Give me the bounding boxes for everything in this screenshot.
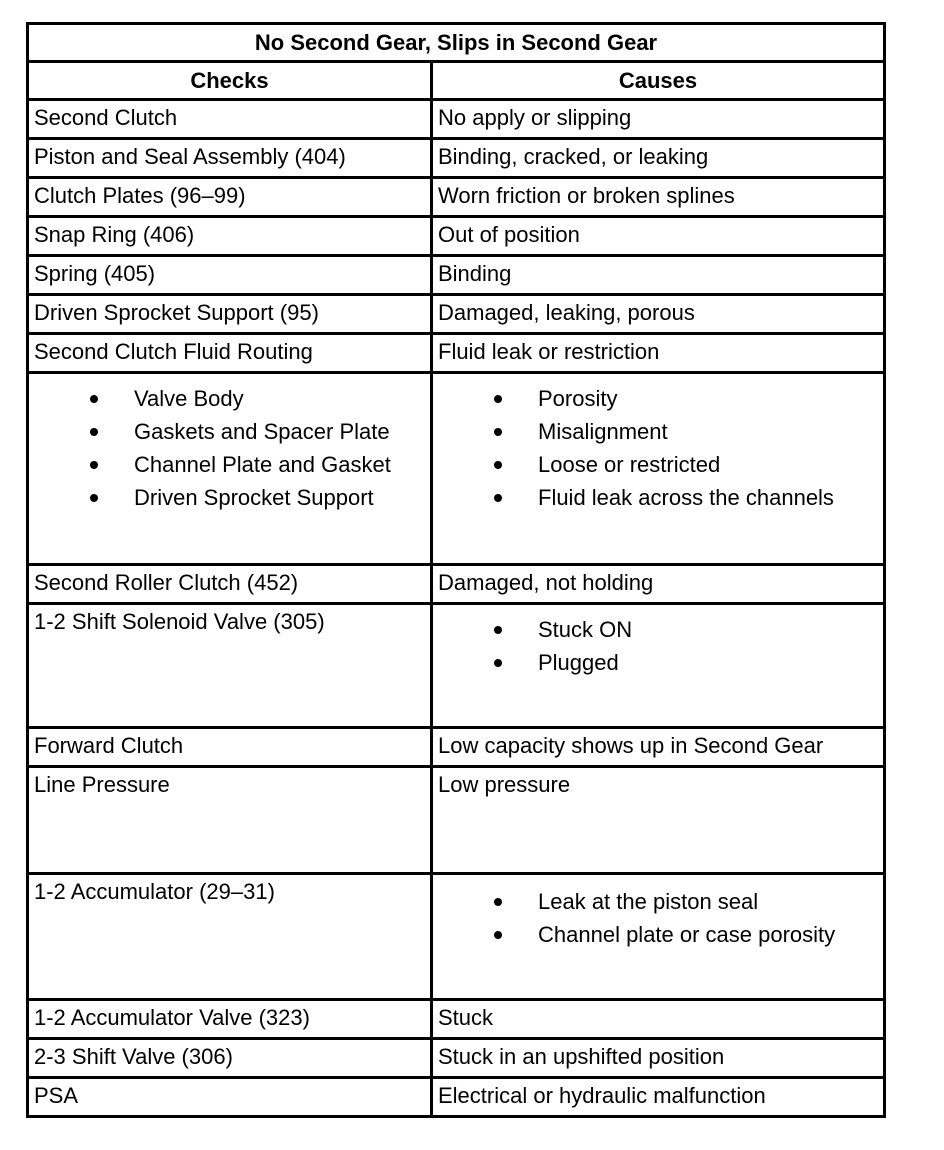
cause-cell: Low pressure: [432, 767, 885, 874]
check-cell: 1-2 Accumulator (29–31): [28, 874, 432, 1000]
cause-cell: Damaged, leaking, porous: [432, 295, 885, 334]
routing-list-row: [28, 373, 885, 565]
table-row: [28, 256, 885, 295]
check-cell: Spring (405): [28, 256, 432, 295]
line-pressure-row: [28, 767, 885, 874]
list-item-label: Misalignment: [538, 419, 668, 444]
check-cell: 2-3 Shift Valve (306): [28, 1039, 432, 1078]
accumulator-row: [28, 874, 885, 1000]
list-item: [438, 448, 878, 481]
table-row: [28, 100, 885, 139]
check-cell: Second Clutch: [28, 100, 432, 139]
bullet-icon: [494, 898, 502, 906]
routing-causes-cell: [432, 373, 885, 565]
bullet-icon: [494, 461, 502, 469]
table-row: [28, 1000, 885, 1039]
table-row: [28, 139, 885, 178]
table-row: [28, 334, 885, 373]
routing-causes-list: [438, 382, 878, 514]
bullet-icon: [494, 395, 502, 403]
check-cell: Forward Clutch: [28, 728, 432, 767]
check-cell: Line Pressure: [28, 767, 432, 874]
list-item-label: Leak at the piston seal: [538, 889, 759, 914]
routing-checks-list: [34, 382, 425, 514]
check-cell: Second Roller Clutch (452): [28, 565, 432, 604]
cause-cell: Worn friction or broken splines: [432, 178, 885, 217]
cause-cell: Binding, cracked, or leaking: [432, 139, 885, 178]
table-row: [28, 295, 885, 334]
list-item: [438, 918, 878, 951]
check-cell: 1-2 Shift Solenoid Valve (305): [28, 604, 432, 728]
check-cell: PSA: [28, 1078, 432, 1117]
list-item: [438, 415, 878, 448]
check-cell: Second Clutch Fluid Routing: [28, 334, 432, 373]
cause-cell: Binding: [432, 256, 885, 295]
list-item-label: Channel Plate and Gasket: [134, 452, 391, 477]
list-item-label: Stuck ON: [538, 617, 633, 642]
cause-cell: Electrical or hydraulic malfunction: [432, 1078, 885, 1117]
cause-cell: Fluid leak or restriction: [432, 334, 885, 373]
table-title: No Second Gear, Slips in Second Gear: [28, 24, 885, 62]
list-item-label: Loose or restricted: [538, 452, 721, 477]
bullet-icon: [90, 395, 98, 403]
check-cell: Clutch Plates (96–99): [28, 178, 432, 217]
check-cell: Snap Ring (406): [28, 217, 432, 256]
check-cell: Piston and Seal Assembly (404): [28, 139, 432, 178]
bullet-icon: [494, 494, 502, 502]
accumulator-causes-cell: [432, 874, 885, 1000]
table-row: [28, 217, 885, 256]
cause-cell: Stuck: [432, 1000, 885, 1039]
bullet-icon: [494, 626, 502, 634]
table-row: [28, 728, 885, 767]
check-cell: 1-2 Accumulator Valve (323): [28, 1000, 432, 1039]
cause-cell: Stuck in an upshifted position: [432, 1039, 885, 1078]
list-item: [34, 382, 425, 415]
solenoid-causes-cell: [432, 604, 885, 728]
diagnostic-table: [26, 22, 886, 1118]
bullet-icon: [90, 428, 98, 436]
list-item: [34, 481, 425, 514]
list-item: [438, 382, 878, 415]
bullet-icon: [90, 494, 98, 502]
list-item: [438, 481, 878, 514]
cause-cell: Low capacity shows up in Second Gear: [432, 728, 885, 767]
solenoid-causes-list: [438, 613, 878, 679]
list-item-label: Valve Body: [134, 386, 244, 411]
causes-header: Causes: [432, 62, 885, 100]
list-item: [34, 415, 425, 448]
table-row: [28, 1078, 885, 1117]
bullet-icon: [494, 428, 502, 436]
list-item: [438, 646, 878, 679]
list-item: [438, 613, 878, 646]
list-item: [34, 448, 425, 481]
bullet-icon: [494, 931, 502, 939]
solenoid-row: [28, 604, 885, 728]
list-item-label: Driven Sprocket Support: [134, 485, 374, 510]
list-item-label: Plugged: [538, 650, 619, 675]
header-row: [28, 62, 885, 100]
cause-cell: No apply or slipping: [432, 100, 885, 139]
check-cell: Driven Sprocket Support (95): [28, 295, 432, 334]
table-row: [28, 565, 885, 604]
list-item-label: Channel plate or case porosity: [538, 922, 836, 947]
accumulator-causes-list: [438, 885, 878, 951]
cause-cell: Damaged, not holding: [432, 565, 885, 604]
checks-header: Checks: [28, 62, 432, 100]
table-row: [28, 178, 885, 217]
bullet-icon: [90, 461, 98, 469]
list-item-label: Fluid leak across the channels: [538, 485, 834, 510]
cause-cell: Out of position: [432, 217, 885, 256]
title-row: [28, 24, 885, 62]
bullet-icon: [494, 659, 502, 667]
list-item: [438, 885, 878, 918]
routing-checks-cell: [28, 373, 432, 565]
table-row: [28, 1039, 885, 1078]
list-item-label: Porosity: [538, 386, 618, 411]
list-item-label: Gaskets and Spacer Plate: [134, 419, 390, 444]
